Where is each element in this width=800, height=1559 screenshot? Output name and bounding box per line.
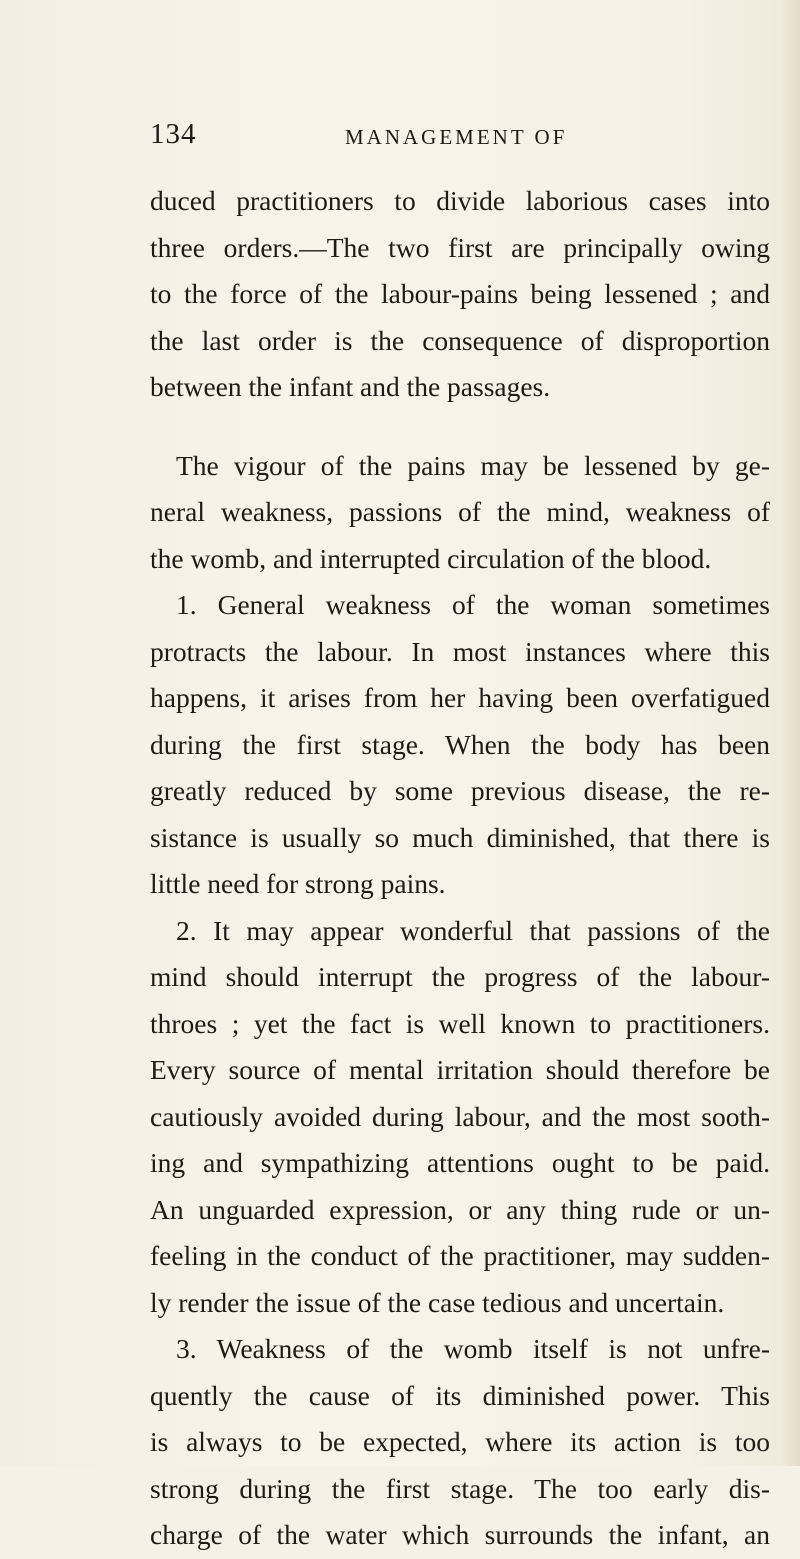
text-line: strong during the first stage. The too early dis-	[150, 1472, 770, 1504]
text-line: the last order is the consequence of disproportion	[150, 324, 770, 356]
text-line: 3. Weakness of the womb itself is not unfre-	[176, 1333, 770, 1364]
text-line: greatly reduced by some previous disease, the re-	[150, 775, 770, 806]
body-text	[150, 178, 770, 1559]
text-line: quently the cause of its diminished power. This	[150, 1379, 770, 1411]
text-line: the womb, and interrupted circulation of the blood.	[150, 542, 712, 574]
text-line: to the force of the labour-pains being lessened ; and	[150, 278, 770, 309]
text-line: is always to be expected, where its action is too	[150, 1426, 770, 1457]
text-line: neral weakness, passions of the mind, weakness of	[150, 496, 770, 527]
text-line: The vigour of the pains may be lessened by ge-	[176, 449, 770, 481]
text-line: feeling in the conduct of the practitioner, may sudden-	[150, 1240, 770, 1271]
text-line: mind should interrupt the progress of the labour-	[150, 961, 770, 992]
paragraph-2	[150, 443, 770, 1559]
paragraph-1	[150, 178, 770, 411]
page-number: 134	[150, 118, 197, 150]
text-line: little need for strong pains.	[150, 868, 446, 899]
text-line: 2. It may appear wonderful that passions of the	[176, 914, 770, 946]
text-line: charge of the water which surrounds the infant, an	[150, 1519, 770, 1550]
text-line: Every source of mental irritation should therefore be	[150, 1054, 770, 1085]
paragraph-gap	[150, 411, 770, 443]
page-edge-shadow	[782, 0, 800, 1466]
text-line: sistance is usually so much diminished, that there is	[150, 821, 770, 853]
text-line: throes ; yet the fact is well known to practitioners.	[150, 1007, 770, 1039]
text-line: happens, it arises from her having been overfatigued	[150, 682, 770, 713]
text-line: ly render the issue of the case tedious and uncertain.	[150, 1286, 725, 1318]
text-line: An unguarded expression, or any thing rude or un-	[150, 1193, 770, 1225]
text-line: ing and sympathizing attentions ought to be paid.	[150, 1147, 770, 1178]
text-line: duced practitioners to divide laborious cases into	[150, 185, 770, 216]
page-header	[150, 118, 750, 158]
text-line: cautiously avoided during labour, and the most sooth-	[150, 1100, 770, 1132]
text-line: protracts the labour. In most instances where this	[150, 635, 770, 667]
text-line: during the first stage. When the body has been	[150, 728, 770, 760]
running-head: MANAGEMENT OF	[345, 125, 568, 149]
text-line: 1. General weakness of the woman sometimes	[176, 589, 770, 620]
text-line: three orders.—The two first are principally owing	[150, 231, 770, 263]
text-line: between the infant and the passages.	[150, 371, 551, 402]
